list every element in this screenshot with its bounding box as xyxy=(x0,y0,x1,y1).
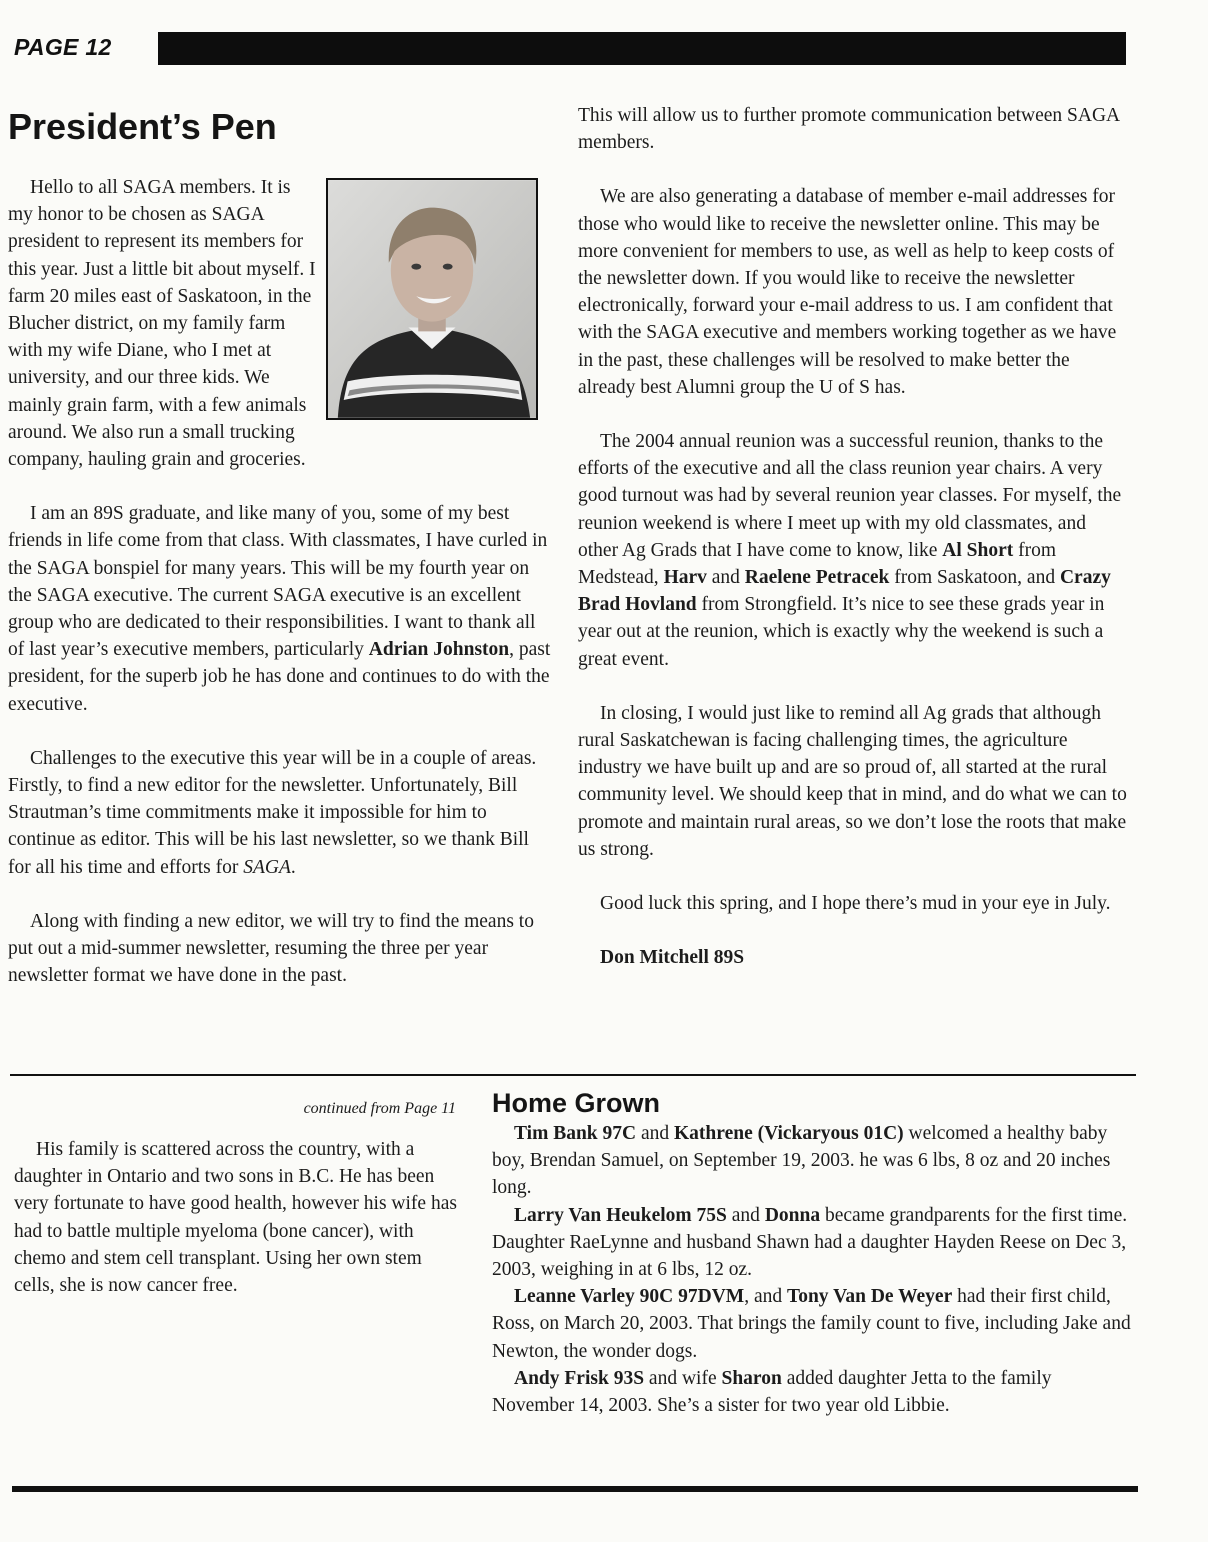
home-grown-entry: Andy Frisk 93S and wife Sharon added daughter Jetta to the family November 14, 2003. She’s a sister for two year old Libbie. xyxy=(492,1367,1052,1417)
paragraph-good-luck: Good luck this spring, and I hope there’s mud in your eye in July. xyxy=(600,893,1111,915)
home-grown-entry: Larry Van Heukelom 75S and Donna became grandparents for the first time. Daughter RaeLynne and husband Shawn had a daughter Hayden Reese on Dec 3, 2003, weighing in at 6 lbs, 12 oz. xyxy=(492,1204,1128,1281)
paragraph-reunion: The 2004 annual reunion was a successful reunion, thanks to the efforts of the executive and all the class reunion year chairs. A very good turnout was had by several reunion year classes. For myself, the reunion weekend is where I meet up with my old classmates, and other Ag Grads that I have come to know, like Al Short from Medstead, Harv and Raelene Petracek from Saskatoon, and Crazy Brad Hovland from Strongfield. It’s nice to see these grads year in year out at the reunion, which is exactly why the weekend is such a great event. xyxy=(578,431,1122,670)
home-grown-entry: Leanne Varley 90C 97DVM, and Tony Van De Weyer had their first child, Ross, on March 20, 2003. That brings the family count to five, including Jake and Newton, the wonder dogs. xyxy=(492,1286,1131,1362)
saga-italic: SAGA xyxy=(243,856,291,878)
president-portrait-photo xyxy=(326,178,538,420)
paragraph-graduate: I am an 89S graduate, and like many of you, some of my best friends in life come from that class. With classmates, I have curled in the SAGA bonspiel for many years. This will be my fourth year on the SAGA executive. The current SAGA executive is an excellent group who are dedicated to their responsibilities. I want to thank all of last year’s executive members, particularly Adrian Johnston, past president, for the superb job he has done and continues to do with the executive. xyxy=(8,503,551,715)
section-divider xyxy=(10,1074,1136,1076)
header-bar xyxy=(158,32,1126,65)
continued-from-label: continued from Page 11 xyxy=(303,1100,456,1117)
section-title-home-grown: Home Grown xyxy=(492,1088,661,1118)
paragraph-email-database: We are also generating a database of member e-mail addresses for those who would like to receive the newsletter online. This may be more convenient for members to use, as well as help to keep costs of the newsletter down. If you would like to receive the newsletter electronically, forward your e-mail address to us. I am confident that with the SAGA executive and members working together as we have in the past, these challenges will be resolved to make better the already best Alumni group the U of S has. xyxy=(578,186,1117,398)
presidents-pen-right-column xyxy=(578,102,1128,971)
paragraph-challenges: Challenges to the executive this year will be in a couple of areas. Firstly, to find a new editor for the newsletter. Unfortunately, Bill Strautman’s time commitments make it impossible for him to continue as editor. This will be his last newsletter, so we thank Bill for all his time and efforts for SAGA. xyxy=(8,747,537,878)
home-grown-entry: Tim Bank 97C and Kathrene (Vickaryous 01C) welcomed a healthy baby boy, Brendan Samuel, on September 19, 2003. he was 6 lbs, 8 oz and 20 inches long. xyxy=(492,1123,1111,1199)
signature-line: Don Mitchell 89S xyxy=(600,947,745,969)
paragraph-communication: This will allow us to further promote communication between SAGA members. xyxy=(578,105,1120,154)
continued-article-column xyxy=(14,1136,462,1299)
presidents-pen-left-column xyxy=(8,174,556,989)
paragraph-continued: His family is scattered across the country, with a daughter in Ontario and two sons in B.C. He has been very fortunate to have good health, however his wife has had to battle multiple myeloma (bone cancer), with chemo and stem cell transplant. Using her own stem cells, she is now cancer free. xyxy=(14,1139,457,1297)
name-adrian-johnston: Adrian Johnston xyxy=(368,639,510,661)
home-grown-column xyxy=(492,1120,1132,1419)
section-title-presidents-pen: President’s Pen xyxy=(8,106,277,147)
paragraph-new-editor: Along with finding a new editor, we will try to find the means to put out a mid-summer newsletter, resuming the three per year newsletter format we have done in the past. xyxy=(8,910,534,987)
paragraph-intro: Hello to all SAGA members. It is my honor to be chosen as SAGA president to represent its members for this year. Just a little bit about myself. I farm 20 miles east of Saskatoon, in the Blucher district, on my family farm with my wife Diane, who I met at university, and our three kids. We mainly grain farm, with a few animals around. We also run a small trucking company, hauling grain and groceries. xyxy=(8,174,556,473)
footer-rule xyxy=(12,1486,1138,1492)
paragraph-closing: In closing, I would just like to remind all Ag grads that although rural Saskatchewan is facing challenging times, the agriculture industry we have built up and are so proud of, all started at the rural community level. We should keep that in mind, and do what we can to promote and maintain rural areas, so we don’t lose the roots that make us strong. xyxy=(578,702,1127,860)
page-number: PAGE 12 xyxy=(14,34,112,60)
